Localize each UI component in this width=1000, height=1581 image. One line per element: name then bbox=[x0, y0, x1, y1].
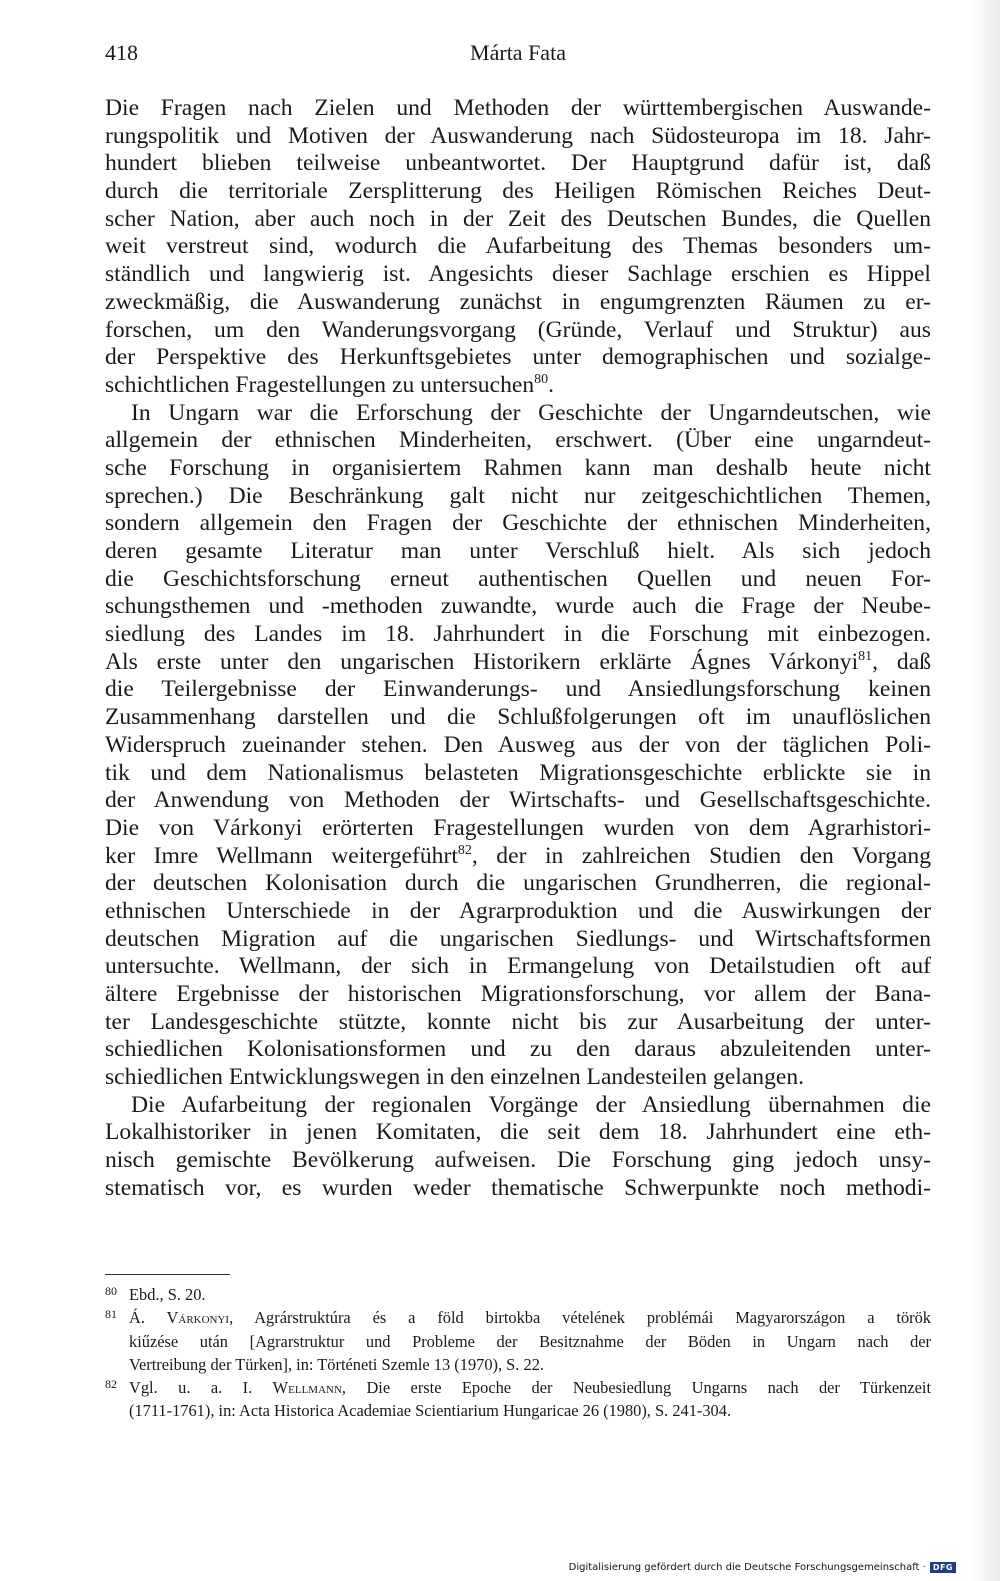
footnote-ref-80[interactable]: 80 bbox=[534, 371, 549, 387]
text-line: tik und dem Nationalismus belasteten Migrationsgeschichte erblickte sie in bbox=[105, 759, 931, 786]
text-line: sondern allgemein den Fragen der Geschichte der ethnischen Minderheiten, bbox=[105, 510, 931, 537]
footnote-marker: 81 bbox=[105, 1307, 117, 1322]
footnote-ref-82[interactable]: 82 bbox=[457, 842, 472, 858]
text-line: die Teilergebnisse der Einwanderungs- und Ansiedlungsforschung keinen bbox=[105, 676, 931, 703]
dfg-logo-icon: DFG bbox=[930, 1562, 956, 1573]
text-line: die Geschichtsforschung erneut authentischen Quellen und neuen For- bbox=[105, 565, 931, 592]
text-line: schichtlichen Fragestellungen zu untersuchen$^{80}$. bbox=[105, 371, 555, 398]
text-line: schiedlichen Kolonisationsformen und zu den daraus abzuleitenden unter- bbox=[105, 1036, 931, 1063]
footnotes bbox=[105, 1283, 931, 1423]
text-line: forschen, um den Wanderungsvorgang (Gründe, Verlauf und Struktur) aus bbox=[105, 316, 931, 343]
footnote-line: Vertreibung der Türken], in: Történeti Szemle 13 (1970), S. 22. bbox=[129, 1354, 544, 1374]
footnote-ref-81[interactable]: 81 bbox=[858, 648, 873, 664]
text-line: sche Forschung in organisiertem Rahmen kann man deshalb heute nicht bbox=[105, 454, 931, 481]
text-line: Die Aufarbeitung der regionalen Vorgänge der Ansiedlung übernahmen die bbox=[131, 1091, 931, 1118]
text-line: deutschen Migration auf die ungarischen Siedlungs- und Wirtschaftsformen bbox=[105, 925, 931, 952]
footnote-82 bbox=[105, 1376, 931, 1423]
author-name: Á. Várkonyi bbox=[129, 1308, 230, 1328]
page-header bbox=[105, 40, 931, 72]
footnote-80 bbox=[105, 1283, 931, 1306]
text-line: rungspolitik und Motiven der Auswanderung nach Südosteuropa im 18. Jahr- bbox=[105, 122, 931, 149]
text-line: der deutschen Kolonisation durch die ungarischen Grundherren, die regional- bbox=[105, 870, 931, 897]
text-line: Als erste unter den ungarischen Historikern erklärte Ágnes Várkonyi$^{81}$, daß bbox=[105, 648, 931, 675]
author-name: Wellmann bbox=[272, 1378, 342, 1398]
text-line: hundert blieben teilweise unbeantwortet. Der Hauptgrund dafür ist, daß bbox=[105, 150, 931, 177]
text-line: schiedlichen Entwicklungswegen in den einzelnen Landesteilen gelangen. bbox=[105, 1064, 805, 1091]
text-line: ältere Ergebnisse der historischen Migrationsforschung, vor allem der Bana- bbox=[105, 981, 931, 1007]
paragraph-2 bbox=[105, 400, 931, 1092]
text-line: untersuchte. Wellmann, der sich in Ermangelung von Detailstudien oft auf bbox=[105, 953, 931, 980]
text-line: Zusammenhang darstellen und die Schlußfolgerungen oft im unauflöslichen bbox=[105, 704, 931, 731]
digitization-credit bbox=[569, 1562, 956, 1573]
footnote-marker: 82 bbox=[105, 1377, 117, 1392]
text-line: In Ungarn war die Erforschung der Geschichte der Ungarndeutschen, wie bbox=[131, 399, 931, 426]
text-line: Die von Várkonyi erörterten Fragestellungen wurden von dem Agrarhistori- bbox=[105, 814, 931, 841]
footnote-line: (1711-1761), in: Acta Historica Academiae Scientiarium Hungaricae 26 (1980), S. 241-304. bbox=[129, 1401, 732, 1421]
footnote-separator bbox=[105, 1274, 230, 1275]
text-line: schungsthemen und -methoden zuwandte, wurde auch die Frage der Neube- bbox=[105, 593, 931, 620]
text-line: zweckmäßig, die Auswanderung zunächst in engumgrenzten Räumen zu er- bbox=[105, 288, 931, 315]
text-line: sprechen.) Die Beschränkung galt nicht nur zeitgeschichtlichen Themen, bbox=[105, 482, 931, 509]
text-line: ter Landesgeschichte stützte, konnte nicht bis zur Ausarbeitung der unter- bbox=[105, 1008, 931, 1035]
page-number: 418 bbox=[105, 40, 138, 65]
text-line: stematisch vor, es wurden weder thematische Schwerpunkte noch methodi- bbox=[105, 1174, 931, 1201]
text-line: ständlich und langwierig ist. Angesichts dieser Sachlage erschien es Hippel bbox=[105, 261, 931, 288]
text-line: weit verstreut sind, wodurch die Aufarbeitung des Themas besonders um- bbox=[105, 233, 931, 260]
paragraph-3 bbox=[105, 1092, 931, 1203]
body-text bbox=[105, 95, 931, 1203]
text-line: der Anwendung von Methoden der Wirtschafts- und Gesellschaftsgeschichte. bbox=[105, 787, 931, 814]
text-line: Die Fragen nach Zielen und Methoden der württembergischen Auswande- bbox=[105, 95, 931, 121]
text-line: scher Nation, aber auch noch in der Zeit des Deutschen Bundes, die Quellen bbox=[105, 205, 931, 232]
page-edge-shadow bbox=[970, 0, 1000, 1581]
text-line: allgemein der ethnischen Minderheiten, erschwert. (Über eine ungarndeut- bbox=[105, 427, 931, 454]
text-line: Widerspruch zueinander stehen. Den Ausweg aus der von der täglichen Poli- bbox=[105, 731, 931, 758]
text-line: nisch gemischte Bevölkerung aufweisen. Die Forschung ging jedoch unsy- bbox=[105, 1147, 931, 1174]
footnote-line: Vgl. u. a. I. Wellmann, Die erste Epoche der Neubesiedlung Ungarns nach der Türkenzeit bbox=[129, 1378, 932, 1398]
text-line: der Perspektive des Herkunftsgebietes unter demographischen und sozialge- bbox=[105, 344, 931, 371]
footnote-marker: 80 bbox=[105, 1284, 117, 1298]
text-line: ethnischen Unterschiede in der Agrarproduktion und die Auswirkungen der bbox=[105, 897, 931, 924]
text-line: deren gesamte Literatur man unter Verschluß hielt. Als sich jedoch bbox=[105, 538, 931, 564]
credit-text: Digitalisierung gefördert durch die Deutsche Forschungsgemeinschaft · bbox=[568, 1562, 926, 1573]
footnote-81 bbox=[105, 1306, 931, 1376]
footnote-line: Ebd., S. 20. bbox=[129, 1285, 206, 1304]
paragraph-1 bbox=[105, 95, 931, 400]
running-head: Márta Fata bbox=[470, 40, 566, 65]
text-line: Lokalhistoriker in jenen Komitaten, die seit dem 18. Jahrhundert eine eth- bbox=[105, 1119, 931, 1146]
text-line: durch die territoriale Zersplitterung des Heiligen Römischen Reiches Deut- bbox=[105, 178, 931, 205]
text-line: siedlung des Landes im 18. Jahrhundert in die Forschung mit einbezogen. bbox=[105, 621, 931, 648]
footnote-line: Á. Várkonyi, Agrárstruktúra és a föld birtokba vételének problémái Magyarországon a török bbox=[129, 1308, 932, 1328]
footnote-line: kiűzése után [Agrarstruktur und Probleme der Besitznahme der Böden in Ungarn nach der bbox=[129, 1331, 931, 1351]
text-line: ker Imre Wellmann weitergeführt$^{82}$, der in zahlreichen Studien den Vorgang bbox=[105, 842, 931, 869]
